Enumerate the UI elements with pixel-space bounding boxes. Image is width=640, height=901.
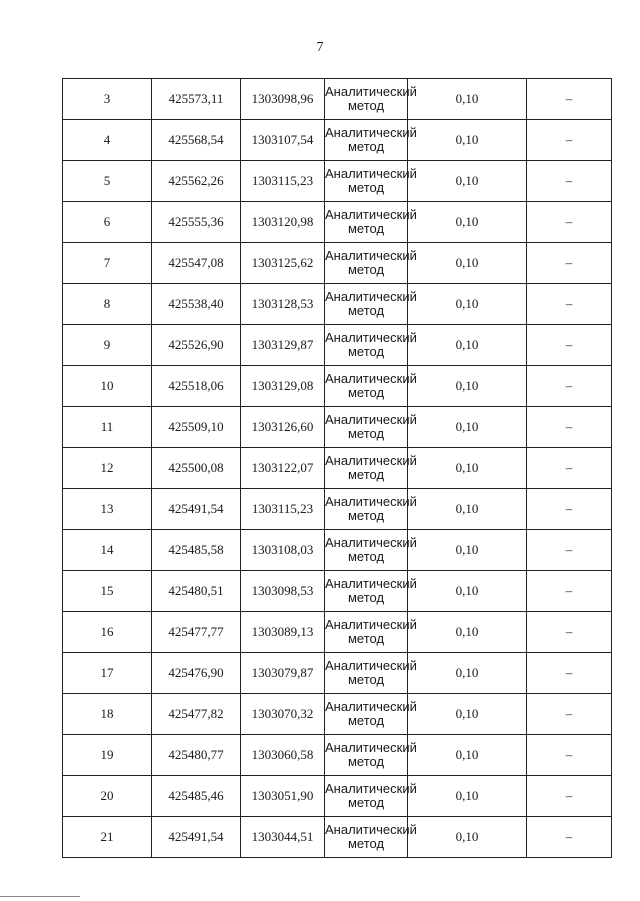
point-number-cell (63, 284, 152, 325)
x-coordinate-cell (152, 735, 241, 776)
y-coordinate-cell (241, 284, 325, 325)
y-coordinate-text: 1303129,87 (251, 337, 314, 352)
extra-text: – (565, 665, 573, 680)
point-number-cell (63, 366, 152, 407)
y-coordinate-text: 1303070,32 (251, 706, 314, 721)
x-coordinate-cell (152, 120, 241, 161)
point-number-cell (63, 489, 152, 530)
y-coordinate-cell (241, 243, 325, 284)
accuracy-text: 0,10 (455, 337, 479, 352)
table-row (63, 653, 612, 694)
x-coordinate-cell (152, 489, 241, 530)
point-number-cell (63, 79, 152, 120)
point-number-text: 8 (103, 296, 111, 311)
y-coordinate-cell (241, 325, 325, 366)
table-row (63, 694, 612, 735)
x-coordinate-cell (152, 243, 241, 284)
accuracy-cell (408, 243, 527, 284)
accuracy-text: 0,10 (455, 829, 479, 844)
method-text: Аналитический метод (325, 412, 417, 441)
point-number-cell (63, 202, 152, 243)
extra-cell (527, 120, 612, 161)
x-coordinate-cell (152, 776, 241, 817)
extra-text: – (565, 419, 573, 434)
accuracy-text: 0,10 (455, 501, 479, 516)
method-text: Аналитический метод (325, 781, 417, 810)
extra-text: – (565, 788, 573, 803)
table-row (63, 817, 612, 858)
accuracy-cell (408, 653, 527, 694)
y-coordinate-text: 1303107,54 (251, 132, 314, 147)
table-row (63, 571, 612, 612)
point-number-text: 18 (100, 706, 114, 721)
accuracy-cell (408, 776, 527, 817)
accuracy-cell (408, 202, 527, 243)
accuracy-text: 0,10 (455, 214, 479, 229)
accuracy-text: 0,10 (455, 378, 479, 393)
method-cell (325, 448, 417, 489)
extra-cell (527, 694, 612, 735)
extra-text: – (565, 542, 573, 557)
accuracy-text: 0,10 (455, 419, 479, 434)
table-row (63, 735, 612, 776)
y-coordinate-text: 1303060,58 (251, 747, 314, 762)
accuracy-text: 0,10 (455, 255, 479, 270)
x-coordinate-text: 425485,46 (168, 788, 224, 803)
y-coordinate-cell (241, 120, 325, 161)
point-number-cell (63, 776, 152, 817)
point-number-text: 9 (103, 337, 111, 352)
method-text: Аналитический метод (325, 535, 417, 564)
point-number-cell (63, 161, 152, 202)
y-coordinate-text: 1303120,98 (251, 214, 314, 229)
accuracy-text: 0,10 (455, 91, 479, 106)
point-number-text: 6 (103, 214, 111, 229)
table-row (63, 612, 612, 653)
accuracy-text: 0,10 (455, 747, 479, 762)
point-number-cell (63, 448, 152, 489)
x-coordinate-text: 425518,06 (168, 378, 224, 393)
extra-text: – (565, 255, 573, 270)
point-number-text: 13 (100, 501, 114, 516)
extra-text: – (565, 337, 573, 352)
extra-cell (527, 448, 612, 489)
y-coordinate-cell (241, 448, 325, 489)
y-coordinate-text: 1303129,08 (251, 378, 314, 393)
y-coordinate-text: 1303044,51 (251, 829, 314, 844)
table-row (63, 366, 612, 407)
point-number-cell (63, 612, 152, 653)
y-coordinate-cell (241, 79, 325, 120)
extra-cell (527, 161, 612, 202)
y-coordinate-cell (241, 202, 325, 243)
footer-divider (0, 896, 80, 897)
extra-cell (527, 284, 612, 325)
method-text: Аналитический метод (325, 166, 417, 195)
table-row (63, 79, 612, 120)
extra-text: – (565, 501, 573, 516)
method-text: Аналитический метод (325, 330, 417, 359)
accuracy-cell (408, 366, 527, 407)
table-row (63, 489, 612, 530)
point-number-text: 4 (103, 132, 111, 147)
point-number-cell (63, 735, 152, 776)
method-text: Аналитический метод (325, 822, 417, 851)
method-cell (325, 653, 417, 694)
point-number-cell (63, 817, 152, 858)
extra-cell (527, 530, 612, 571)
x-coordinate-text: 425547,08 (168, 255, 224, 270)
y-coordinate-text: 1303089,13 (251, 624, 314, 639)
x-coordinate-text: 425491,54 (168, 829, 224, 844)
table-row (63, 120, 612, 161)
method-cell (325, 612, 417, 653)
accuracy-cell (408, 694, 527, 735)
x-coordinate-text: 425509,10 (168, 419, 224, 434)
method-cell (325, 530, 417, 571)
accuracy-cell (408, 571, 527, 612)
method-cell (325, 202, 417, 243)
method-text: Аналитический метод (325, 699, 417, 728)
accuracy-cell (408, 120, 527, 161)
method-cell (325, 79, 417, 120)
extra-cell (527, 202, 612, 243)
coordinates-table (62, 78, 612, 858)
y-coordinate-text: 1303079,87 (251, 665, 314, 680)
x-coordinate-text: 425562,26 (168, 173, 224, 188)
y-coordinate-cell (241, 694, 325, 735)
point-number-cell (63, 571, 152, 612)
extra-text: – (565, 91, 573, 106)
point-number-cell (63, 694, 152, 735)
method-text: Аналитический метод (325, 84, 417, 113)
extra-cell (527, 325, 612, 366)
accuracy-text: 0,10 (455, 542, 479, 557)
extra-cell (527, 243, 612, 284)
method-text: Аналитический метод (325, 453, 417, 482)
accuracy-cell (408, 612, 527, 653)
point-number-text: 15 (100, 583, 114, 598)
method-text: Аналитический метод (325, 494, 417, 523)
point-number-text: 11 (100, 419, 114, 434)
x-coordinate-text: 425500,08 (168, 460, 224, 475)
accuracy-cell (408, 448, 527, 489)
table-row (63, 161, 612, 202)
method-cell (325, 120, 417, 161)
point-number-text: 5 (103, 173, 111, 188)
x-coordinate-cell (152, 284, 241, 325)
point-number-text: 12 (100, 460, 114, 475)
point-number-text: 17 (100, 665, 114, 680)
table-row (63, 448, 612, 489)
accuracy-cell (408, 530, 527, 571)
method-cell (325, 243, 417, 284)
extra-text: – (565, 583, 573, 598)
extra-text: – (565, 706, 573, 721)
extra-cell (527, 79, 612, 120)
x-coordinate-cell (152, 325, 241, 366)
x-coordinate-cell (152, 161, 241, 202)
x-coordinate-text: 425485,58 (168, 542, 224, 557)
method-text: Аналитический метод (325, 207, 417, 236)
x-coordinate-text: 425526,90 (168, 337, 224, 352)
table-row (63, 407, 612, 448)
point-number-cell (63, 243, 152, 284)
extra-text: – (565, 747, 573, 762)
accuracy-cell (408, 284, 527, 325)
method-text: Аналитический метод (325, 125, 417, 154)
table-row (63, 325, 612, 366)
point-number-text: 19 (100, 747, 114, 762)
method-cell (325, 571, 417, 612)
y-coordinate-cell (241, 407, 325, 448)
method-text: Аналитический метод (325, 576, 417, 605)
accuracy-text: 0,10 (455, 583, 479, 598)
x-coordinate-cell (152, 694, 241, 735)
accuracy-text: 0,10 (455, 173, 479, 188)
y-coordinate-cell (241, 161, 325, 202)
extra-text: – (565, 624, 573, 639)
method-cell (325, 489, 417, 530)
extra-cell (527, 571, 612, 612)
y-coordinate-cell (241, 612, 325, 653)
extra-cell (527, 653, 612, 694)
y-coordinate-text: 1303128,53 (251, 296, 314, 311)
point-number-cell (63, 407, 152, 448)
y-coordinate-cell (241, 776, 325, 817)
point-number-cell (63, 120, 152, 161)
table-row (63, 243, 612, 284)
method-text: Аналитический метод (325, 658, 417, 687)
method-cell (325, 817, 417, 858)
accuracy-cell (408, 407, 527, 448)
y-coordinate-cell (241, 489, 325, 530)
accuracy-text: 0,10 (455, 665, 479, 680)
y-coordinate-text: 1303108,03 (251, 542, 314, 557)
accuracy-cell (408, 817, 527, 858)
extra-cell (527, 776, 612, 817)
x-coordinate-text: 425480,77 (168, 747, 224, 762)
extra-text: – (565, 296, 573, 311)
method-cell (325, 325, 417, 366)
x-coordinate-cell (152, 817, 241, 858)
accuracy-text: 0,10 (455, 624, 479, 639)
page-number: 7 (316, 40, 324, 55)
x-coordinate-cell (152, 530, 241, 571)
y-coordinate-text: 1303115,23 (251, 173, 314, 188)
accuracy-cell (408, 325, 527, 366)
x-coordinate-cell (152, 79, 241, 120)
y-coordinate-cell (241, 735, 325, 776)
point-number-cell (63, 325, 152, 366)
extra-text: – (565, 460, 573, 475)
y-coordinate-cell (241, 653, 325, 694)
y-coordinate-text: 1303115,23 (251, 501, 314, 516)
x-coordinate-text: 425538,40 (168, 296, 224, 311)
method-cell (325, 776, 417, 817)
method-text: Аналитический метод (325, 371, 417, 400)
y-coordinate-text: 1303098,53 (251, 583, 314, 598)
method-cell (325, 694, 417, 735)
x-coordinate-cell (152, 366, 241, 407)
x-coordinate-text: 425477,82 (168, 706, 224, 721)
accuracy-text: 0,10 (455, 460, 479, 475)
extra-cell (527, 735, 612, 776)
extra-cell (527, 817, 612, 858)
extra-text: – (565, 173, 573, 188)
accuracy-cell (408, 161, 527, 202)
accuracy-cell (408, 79, 527, 120)
point-number-cell (63, 530, 152, 571)
point-number-text: 14 (100, 542, 114, 557)
table-row (63, 202, 612, 243)
table-row (63, 284, 612, 325)
x-coordinate-text: 425480,51 (168, 583, 224, 598)
method-cell (325, 735, 417, 776)
accuracy-text: 0,10 (455, 706, 479, 721)
y-coordinate-text: 1303051,90 (251, 788, 314, 803)
x-coordinate-cell (152, 612, 241, 653)
extra-cell (527, 489, 612, 530)
point-number-cell (63, 653, 152, 694)
x-coordinate-text: 425568,54 (168, 132, 224, 147)
y-coordinate-text: 1303125,62 (251, 255, 314, 270)
x-coordinate-text: 425476,90 (168, 665, 224, 680)
extra-text: – (565, 132, 573, 147)
y-coordinate-text: 1303122,07 (251, 460, 314, 475)
method-text: Аналитический метод (325, 617, 417, 646)
x-coordinate-cell (152, 202, 241, 243)
x-coordinate-text: 425555,36 (168, 214, 224, 229)
x-coordinate-text: 425491,54 (168, 501, 224, 516)
accuracy-text: 0,10 (455, 296, 479, 311)
point-number-text: 16 (100, 624, 114, 639)
point-number-text: 3 (103, 91, 111, 106)
x-coordinate-cell (152, 653, 241, 694)
method-text: Аналитический метод (325, 248, 417, 277)
extra-cell (527, 407, 612, 448)
point-number-text: 7 (103, 255, 111, 270)
x-coordinate-text: 425573,11 (168, 91, 224, 106)
method-text: Аналитический метод (325, 289, 417, 318)
table-row (63, 530, 612, 571)
y-coordinate-cell (241, 366, 325, 407)
method-cell (325, 161, 417, 202)
extra-cell (527, 366, 612, 407)
y-coordinate-cell (241, 817, 325, 858)
method-cell (325, 284, 417, 325)
y-coordinate-cell (241, 571, 325, 612)
extra-text: – (565, 829, 573, 844)
y-coordinate-cell (241, 530, 325, 571)
point-number-text: 20 (100, 788, 114, 803)
extra-cell (527, 612, 612, 653)
method-text: Аналитический метод (325, 740, 417, 769)
point-number-text: 10 (100, 378, 114, 393)
table-row (63, 776, 612, 817)
accuracy-cell (408, 489, 527, 530)
x-coordinate-text: 425477,77 (168, 624, 224, 639)
coordinates-table-body (63, 79, 612, 858)
x-coordinate-cell (152, 448, 241, 489)
method-cell (325, 407, 417, 448)
extra-text: – (565, 214, 573, 229)
accuracy-cell (408, 735, 527, 776)
point-number-text: 21 (100, 829, 114, 844)
accuracy-text: 0,10 (455, 788, 479, 803)
x-coordinate-cell (152, 407, 241, 448)
extra-text: – (565, 378, 573, 393)
y-coordinate-text: 1303098,96 (251, 91, 314, 106)
method-cell (325, 366, 417, 407)
x-coordinate-cell (152, 571, 241, 612)
y-coordinate-text: 1303126,60 (251, 419, 314, 434)
accuracy-text: 0,10 (455, 132, 479, 147)
